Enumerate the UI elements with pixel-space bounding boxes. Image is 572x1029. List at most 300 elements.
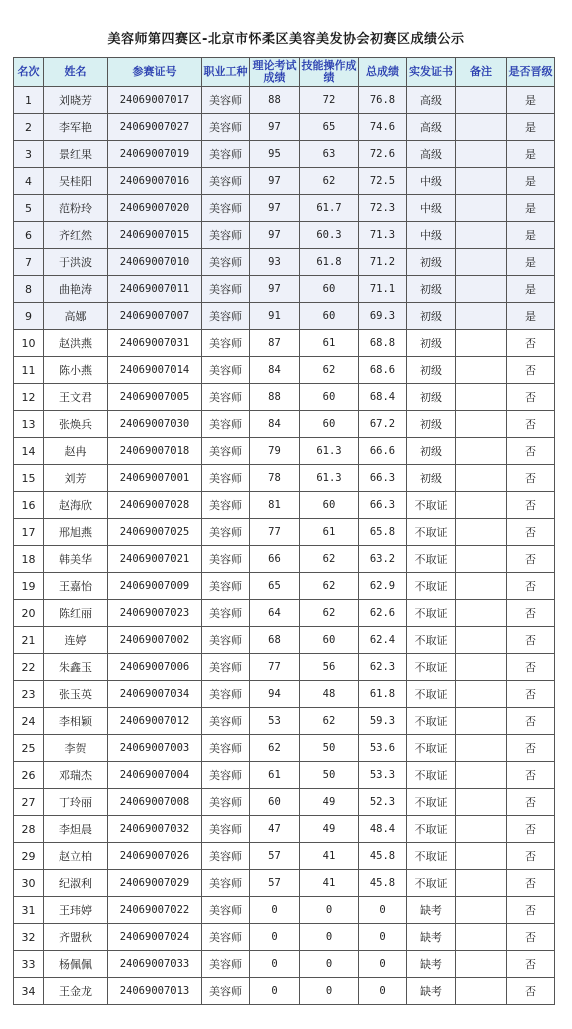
name-cell: 张玉英 xyxy=(44,681,108,708)
note-cell xyxy=(456,411,507,438)
theory-cell: 84 xyxy=(250,357,300,384)
id-cell: 24069007022 xyxy=(108,897,202,924)
table-row xyxy=(14,411,555,438)
table-row xyxy=(14,384,555,411)
table-row xyxy=(14,87,555,114)
advance-cell: 是 xyxy=(507,276,555,303)
total-cell: 53.6 xyxy=(359,735,407,762)
advance-cell: 否 xyxy=(507,735,555,762)
job-cell: 美容师 xyxy=(202,114,250,141)
advance-cell: 否 xyxy=(507,357,555,384)
theory-cell: 97 xyxy=(250,222,300,249)
theory-cell: 0 xyxy=(250,924,300,951)
cert-cell: 缺考 xyxy=(407,978,456,1005)
advance-cell: 是 xyxy=(507,249,555,276)
id-cell: 24069007018 xyxy=(108,438,202,465)
advance-cell: 否 xyxy=(507,870,555,897)
note-cell xyxy=(456,222,507,249)
skill-cell: 62 xyxy=(300,357,359,384)
skill-cell: 0 xyxy=(300,924,359,951)
cert-cell: 缺考 xyxy=(407,897,456,924)
col-rank-header: 名次 xyxy=(14,58,44,87)
name-cell: 于洪波 xyxy=(44,249,108,276)
total-cell: 45.8 xyxy=(359,843,407,870)
theory-cell: 93 xyxy=(250,249,300,276)
note-cell xyxy=(456,384,507,411)
results-table xyxy=(13,57,555,1005)
rank-cell: 30 xyxy=(14,870,44,897)
job-cell: 美容师 xyxy=(202,681,250,708)
skill-cell: 56 xyxy=(300,654,359,681)
total-cell: 72.5 xyxy=(359,168,407,195)
rank-cell: 11 xyxy=(14,357,44,384)
total-cell: 63.2 xyxy=(359,546,407,573)
theory-cell: 87 xyxy=(250,330,300,357)
cert-cell: 高级 xyxy=(407,114,456,141)
table-row xyxy=(14,735,555,762)
skill-cell: 72 xyxy=(300,87,359,114)
rank-cell: 24 xyxy=(14,708,44,735)
name-cell: 范粉玲 xyxy=(44,195,108,222)
table-body xyxy=(14,87,555,1005)
name-cell: 王金龙 xyxy=(44,978,108,1005)
cert-cell: 缺考 xyxy=(407,951,456,978)
rank-cell: 18 xyxy=(14,546,44,573)
skill-cell: 63 xyxy=(300,141,359,168)
theory-cell: 62 xyxy=(250,735,300,762)
note-cell xyxy=(456,978,507,1005)
name-cell: 韩美华 xyxy=(44,546,108,573)
rank-cell: 34 xyxy=(14,978,44,1005)
id-cell: 24069007001 xyxy=(108,465,202,492)
job-cell: 美容师 xyxy=(202,789,250,816)
job-cell: 美容师 xyxy=(202,573,250,600)
total-cell: 68.6 xyxy=(359,357,407,384)
skill-cell: 61.8 xyxy=(300,249,359,276)
id-cell: 24069007017 xyxy=(108,87,202,114)
advance-cell: 是 xyxy=(507,168,555,195)
job-cell: 美容师 xyxy=(202,600,250,627)
advance-cell: 是 xyxy=(507,222,555,249)
name-cell: 王玮婷 xyxy=(44,897,108,924)
name-cell: 邢旭燕 xyxy=(44,519,108,546)
theory-cell: 60 xyxy=(250,789,300,816)
col-job-header: 职业工种 xyxy=(202,58,250,87)
table-row xyxy=(14,789,555,816)
col-total-header: 总成绩 xyxy=(359,58,407,87)
table-row xyxy=(14,465,555,492)
note-cell xyxy=(456,276,507,303)
job-cell: 美容师 xyxy=(202,465,250,492)
skill-cell: 0 xyxy=(300,897,359,924)
rank-cell: 17 xyxy=(14,519,44,546)
table-row xyxy=(14,519,555,546)
total-cell: 71.3 xyxy=(359,222,407,249)
table-row xyxy=(14,843,555,870)
col-skill-header: 技能操作成绩 xyxy=(300,58,359,87)
rank-cell: 33 xyxy=(14,951,44,978)
total-cell: 72.3 xyxy=(359,195,407,222)
table-row xyxy=(14,762,555,789)
job-cell: 美容师 xyxy=(202,897,250,924)
table-row xyxy=(14,303,555,330)
advance-cell: 否 xyxy=(507,519,555,546)
cert-cell: 不取证 xyxy=(407,843,456,870)
cert-cell: 初级 xyxy=(407,357,456,384)
theory-cell: 95 xyxy=(250,141,300,168)
note-cell xyxy=(456,816,507,843)
name-cell: 景红果 xyxy=(44,141,108,168)
skill-cell: 50 xyxy=(300,762,359,789)
name-cell: 朱鑫玉 xyxy=(44,654,108,681)
id-cell: 24069007013 xyxy=(108,978,202,1005)
id-cell: 24069007034 xyxy=(108,681,202,708)
job-cell: 美容师 xyxy=(202,384,250,411)
theory-cell: 78 xyxy=(250,465,300,492)
total-cell: 0 xyxy=(359,897,407,924)
id-cell: 24069007025 xyxy=(108,519,202,546)
skill-cell: 60 xyxy=(300,627,359,654)
rank-cell: 9 xyxy=(14,303,44,330)
advance-cell: 是 xyxy=(507,303,555,330)
col-theory-header: 理论考试成绩 xyxy=(250,58,300,87)
theory-cell: 97 xyxy=(250,195,300,222)
advance-cell: 否 xyxy=(507,762,555,789)
cert-cell: 不取证 xyxy=(407,735,456,762)
cert-cell: 不取证 xyxy=(407,870,456,897)
name-cell: 连婷 xyxy=(44,627,108,654)
total-cell: 48.4 xyxy=(359,816,407,843)
name-cell: 齐盟秋 xyxy=(44,924,108,951)
job-cell: 美容师 xyxy=(202,627,250,654)
rank-cell: 14 xyxy=(14,438,44,465)
job-cell: 美容师 xyxy=(202,168,250,195)
cert-cell: 初级 xyxy=(407,330,456,357)
skill-cell: 61 xyxy=(300,519,359,546)
total-cell: 72.6 xyxy=(359,141,407,168)
note-cell xyxy=(456,600,507,627)
skill-cell: 50 xyxy=(300,735,359,762)
skill-cell: 61.3 xyxy=(300,438,359,465)
cert-cell: 不取证 xyxy=(407,681,456,708)
note-cell xyxy=(456,168,507,195)
total-cell: 62.3 xyxy=(359,654,407,681)
id-cell: 24069007020 xyxy=(108,195,202,222)
skill-cell: 61.3 xyxy=(300,465,359,492)
note-cell xyxy=(456,789,507,816)
id-cell: 24069007030 xyxy=(108,411,202,438)
table-row xyxy=(14,114,555,141)
skill-cell: 0 xyxy=(300,978,359,1005)
advance-cell: 否 xyxy=(507,573,555,600)
note-cell xyxy=(456,465,507,492)
id-cell: 24069007006 xyxy=(108,654,202,681)
job-cell: 美容师 xyxy=(202,924,250,951)
theory-cell: 65 xyxy=(250,573,300,600)
job-cell: 美容师 xyxy=(202,249,250,276)
note-cell xyxy=(456,654,507,681)
rank-cell: 22 xyxy=(14,654,44,681)
name-cell: 李军艳 xyxy=(44,114,108,141)
rank-cell: 21 xyxy=(14,627,44,654)
table-row xyxy=(14,951,555,978)
cert-cell: 不取证 xyxy=(407,627,456,654)
cert-cell: 不取证 xyxy=(407,789,456,816)
id-cell: 24069007023 xyxy=(108,600,202,627)
advance-cell: 是 xyxy=(507,195,555,222)
job-cell: 美容师 xyxy=(202,141,250,168)
total-cell: 71.2 xyxy=(359,249,407,276)
table-row xyxy=(14,681,555,708)
job-cell: 美容师 xyxy=(202,654,250,681)
note-cell xyxy=(456,141,507,168)
rank-cell: 27 xyxy=(14,789,44,816)
cert-cell: 不取证 xyxy=(407,546,456,573)
name-cell: 李贺 xyxy=(44,735,108,762)
id-cell: 24069007004 xyxy=(108,762,202,789)
cert-cell: 初级 xyxy=(407,438,456,465)
total-cell: 0 xyxy=(359,978,407,1005)
cert-cell: 初级 xyxy=(407,411,456,438)
table-row xyxy=(14,978,555,1005)
job-cell: 美容师 xyxy=(202,303,250,330)
rank-cell: 23 xyxy=(14,681,44,708)
note-cell xyxy=(456,249,507,276)
rank-cell: 1 xyxy=(14,87,44,114)
name-cell: 丁玲丽 xyxy=(44,789,108,816)
total-cell: 67.2 xyxy=(359,411,407,438)
total-cell: 66.3 xyxy=(359,465,407,492)
theory-cell: 66 xyxy=(250,546,300,573)
advance-cell: 否 xyxy=(507,438,555,465)
cert-cell: 不取证 xyxy=(407,708,456,735)
job-cell: 美容师 xyxy=(202,978,250,1005)
cert-cell: 不取证 xyxy=(407,492,456,519)
skill-cell: 61 xyxy=(300,330,359,357)
skill-cell: 49 xyxy=(300,789,359,816)
table-row xyxy=(14,654,555,681)
table-row xyxy=(14,627,555,654)
name-cell: 赵立柏 xyxy=(44,843,108,870)
total-cell: 65.8 xyxy=(359,519,407,546)
name-cell: 刘晓芳 xyxy=(44,87,108,114)
id-cell: 24069007008 xyxy=(108,789,202,816)
rank-cell: 13 xyxy=(14,411,44,438)
theory-cell: 88 xyxy=(250,87,300,114)
skill-cell: 65 xyxy=(300,114,359,141)
cert-cell: 初级 xyxy=(407,465,456,492)
id-cell: 24069007029 xyxy=(108,870,202,897)
theory-cell: 88 xyxy=(250,384,300,411)
name-cell: 刘芳 xyxy=(44,465,108,492)
table-row xyxy=(14,195,555,222)
skill-cell: 60 xyxy=(300,411,359,438)
cert-cell: 初级 xyxy=(407,384,456,411)
skill-cell: 60.3 xyxy=(300,222,359,249)
skill-cell: 60 xyxy=(300,384,359,411)
rank-cell: 32 xyxy=(14,924,44,951)
rank-cell: 16 xyxy=(14,492,44,519)
cert-cell: 不取证 xyxy=(407,762,456,789)
table-row xyxy=(14,141,555,168)
note-cell xyxy=(456,114,507,141)
total-cell: 59.3 xyxy=(359,708,407,735)
cert-cell: 不取证 xyxy=(407,816,456,843)
cert-cell: 缺考 xyxy=(407,924,456,951)
table-row xyxy=(14,168,555,195)
id-cell: 24069007011 xyxy=(108,276,202,303)
total-cell: 62.4 xyxy=(359,627,407,654)
skill-cell: 49 xyxy=(300,816,359,843)
note-cell xyxy=(456,870,507,897)
id-cell: 24069007010 xyxy=(108,249,202,276)
rank-cell: 5 xyxy=(14,195,44,222)
rank-cell: 7 xyxy=(14,249,44,276)
job-cell: 美容师 xyxy=(202,330,250,357)
total-cell: 66.6 xyxy=(359,438,407,465)
job-cell: 美容师 xyxy=(202,870,250,897)
note-cell xyxy=(456,708,507,735)
cert-cell: 中级 xyxy=(407,168,456,195)
table-row xyxy=(14,546,555,573)
advance-cell: 否 xyxy=(507,897,555,924)
advance-cell: 否 xyxy=(507,384,555,411)
job-cell: 美容师 xyxy=(202,762,250,789)
advance-cell: 否 xyxy=(507,546,555,573)
cert-cell: 不取证 xyxy=(407,519,456,546)
skill-cell: 61.7 xyxy=(300,195,359,222)
id-cell: 24069007031 xyxy=(108,330,202,357)
table-row xyxy=(14,573,555,600)
theory-cell: 0 xyxy=(250,978,300,1005)
name-cell: 李相颖 xyxy=(44,708,108,735)
page-title: 美容师第四赛区-北京市怀柔区美容美发协会初赛区成绩公示 xyxy=(107,32,465,47)
cert-cell: 初级 xyxy=(407,303,456,330)
rank-cell: 26 xyxy=(14,762,44,789)
total-cell: 74.6 xyxy=(359,114,407,141)
job-cell: 美容师 xyxy=(202,438,250,465)
col-id-header: 参赛证号 xyxy=(108,58,202,87)
col-note-header: 备注 xyxy=(456,58,507,87)
total-cell: 68.8 xyxy=(359,330,407,357)
name-cell: 邓瑞杰 xyxy=(44,762,108,789)
name-cell: 赵冉 xyxy=(44,438,108,465)
cert-cell: 不取证 xyxy=(407,654,456,681)
cert-cell: 中级 xyxy=(407,195,456,222)
theory-cell: 77 xyxy=(250,519,300,546)
table-row xyxy=(14,600,555,627)
total-cell: 69.3 xyxy=(359,303,407,330)
advance-cell: 否 xyxy=(507,627,555,654)
id-cell: 24069007009 xyxy=(108,573,202,600)
job-cell: 美容师 xyxy=(202,276,250,303)
advance-cell: 否 xyxy=(507,465,555,492)
name-cell: 陈小燕 xyxy=(44,357,108,384)
cert-cell: 高级 xyxy=(407,141,456,168)
table-row xyxy=(14,708,555,735)
total-cell: 61.8 xyxy=(359,681,407,708)
job-cell: 美容师 xyxy=(202,411,250,438)
theory-cell: 47 xyxy=(250,816,300,843)
advance-cell: 否 xyxy=(507,789,555,816)
total-cell: 71.1 xyxy=(359,276,407,303)
total-cell: 0 xyxy=(359,951,407,978)
table-row xyxy=(14,492,555,519)
name-cell: 曲艳涛 xyxy=(44,276,108,303)
advance-cell: 是 xyxy=(507,114,555,141)
rank-cell: 25 xyxy=(14,735,44,762)
id-cell: 24069007012 xyxy=(108,708,202,735)
table-row xyxy=(14,438,555,465)
id-cell: 24069007027 xyxy=(108,114,202,141)
job-cell: 美容师 xyxy=(202,951,250,978)
note-cell xyxy=(456,924,507,951)
id-cell: 24069007016 xyxy=(108,168,202,195)
rank-cell: 28 xyxy=(14,816,44,843)
advance-cell: 否 xyxy=(507,708,555,735)
table-row xyxy=(14,870,555,897)
rank-cell: 3 xyxy=(14,141,44,168)
table-row xyxy=(14,357,555,384)
rank-cell: 4 xyxy=(14,168,44,195)
note-cell xyxy=(456,762,507,789)
job-cell: 美容师 xyxy=(202,195,250,222)
job-cell: 美容师 xyxy=(202,843,250,870)
table-row xyxy=(14,897,555,924)
note-cell xyxy=(456,735,507,762)
theory-cell: 94 xyxy=(250,681,300,708)
job-cell: 美容师 xyxy=(202,546,250,573)
cert-cell: 不取证 xyxy=(407,600,456,627)
theory-cell: 57 xyxy=(250,870,300,897)
advance-cell: 否 xyxy=(507,411,555,438)
theory-cell: 97 xyxy=(250,276,300,303)
id-cell: 24069007033 xyxy=(108,951,202,978)
job-cell: 美容师 xyxy=(202,357,250,384)
name-cell: 张焕兵 xyxy=(44,411,108,438)
name-cell: 李炟晨 xyxy=(44,816,108,843)
header-row xyxy=(14,58,555,87)
id-cell: 24069007032 xyxy=(108,816,202,843)
job-cell: 美容师 xyxy=(202,87,250,114)
theory-cell: 0 xyxy=(250,897,300,924)
job-cell: 美容师 xyxy=(202,222,250,249)
id-cell: 24069007021 xyxy=(108,546,202,573)
rank-cell: 15 xyxy=(14,465,44,492)
note-cell xyxy=(456,951,507,978)
skill-cell: 62 xyxy=(300,168,359,195)
cert-cell: 高级 xyxy=(407,87,456,114)
name-cell: 齐红然 xyxy=(44,222,108,249)
note-cell xyxy=(456,438,507,465)
theory-cell: 97 xyxy=(250,114,300,141)
note-cell xyxy=(456,681,507,708)
id-cell: 24069007002 xyxy=(108,627,202,654)
note-cell xyxy=(456,492,507,519)
rank-cell: 6 xyxy=(14,222,44,249)
theory-cell: 53 xyxy=(250,708,300,735)
col-name-header: 姓名 xyxy=(44,58,108,87)
id-cell: 24069007026 xyxy=(108,843,202,870)
advance-cell: 否 xyxy=(507,654,555,681)
note-cell xyxy=(456,627,507,654)
advance-cell: 是 xyxy=(507,87,555,114)
rank-cell: 10 xyxy=(14,330,44,357)
table-row xyxy=(14,222,555,249)
advance-cell: 否 xyxy=(507,492,555,519)
note-cell xyxy=(456,357,507,384)
table-row xyxy=(14,924,555,951)
